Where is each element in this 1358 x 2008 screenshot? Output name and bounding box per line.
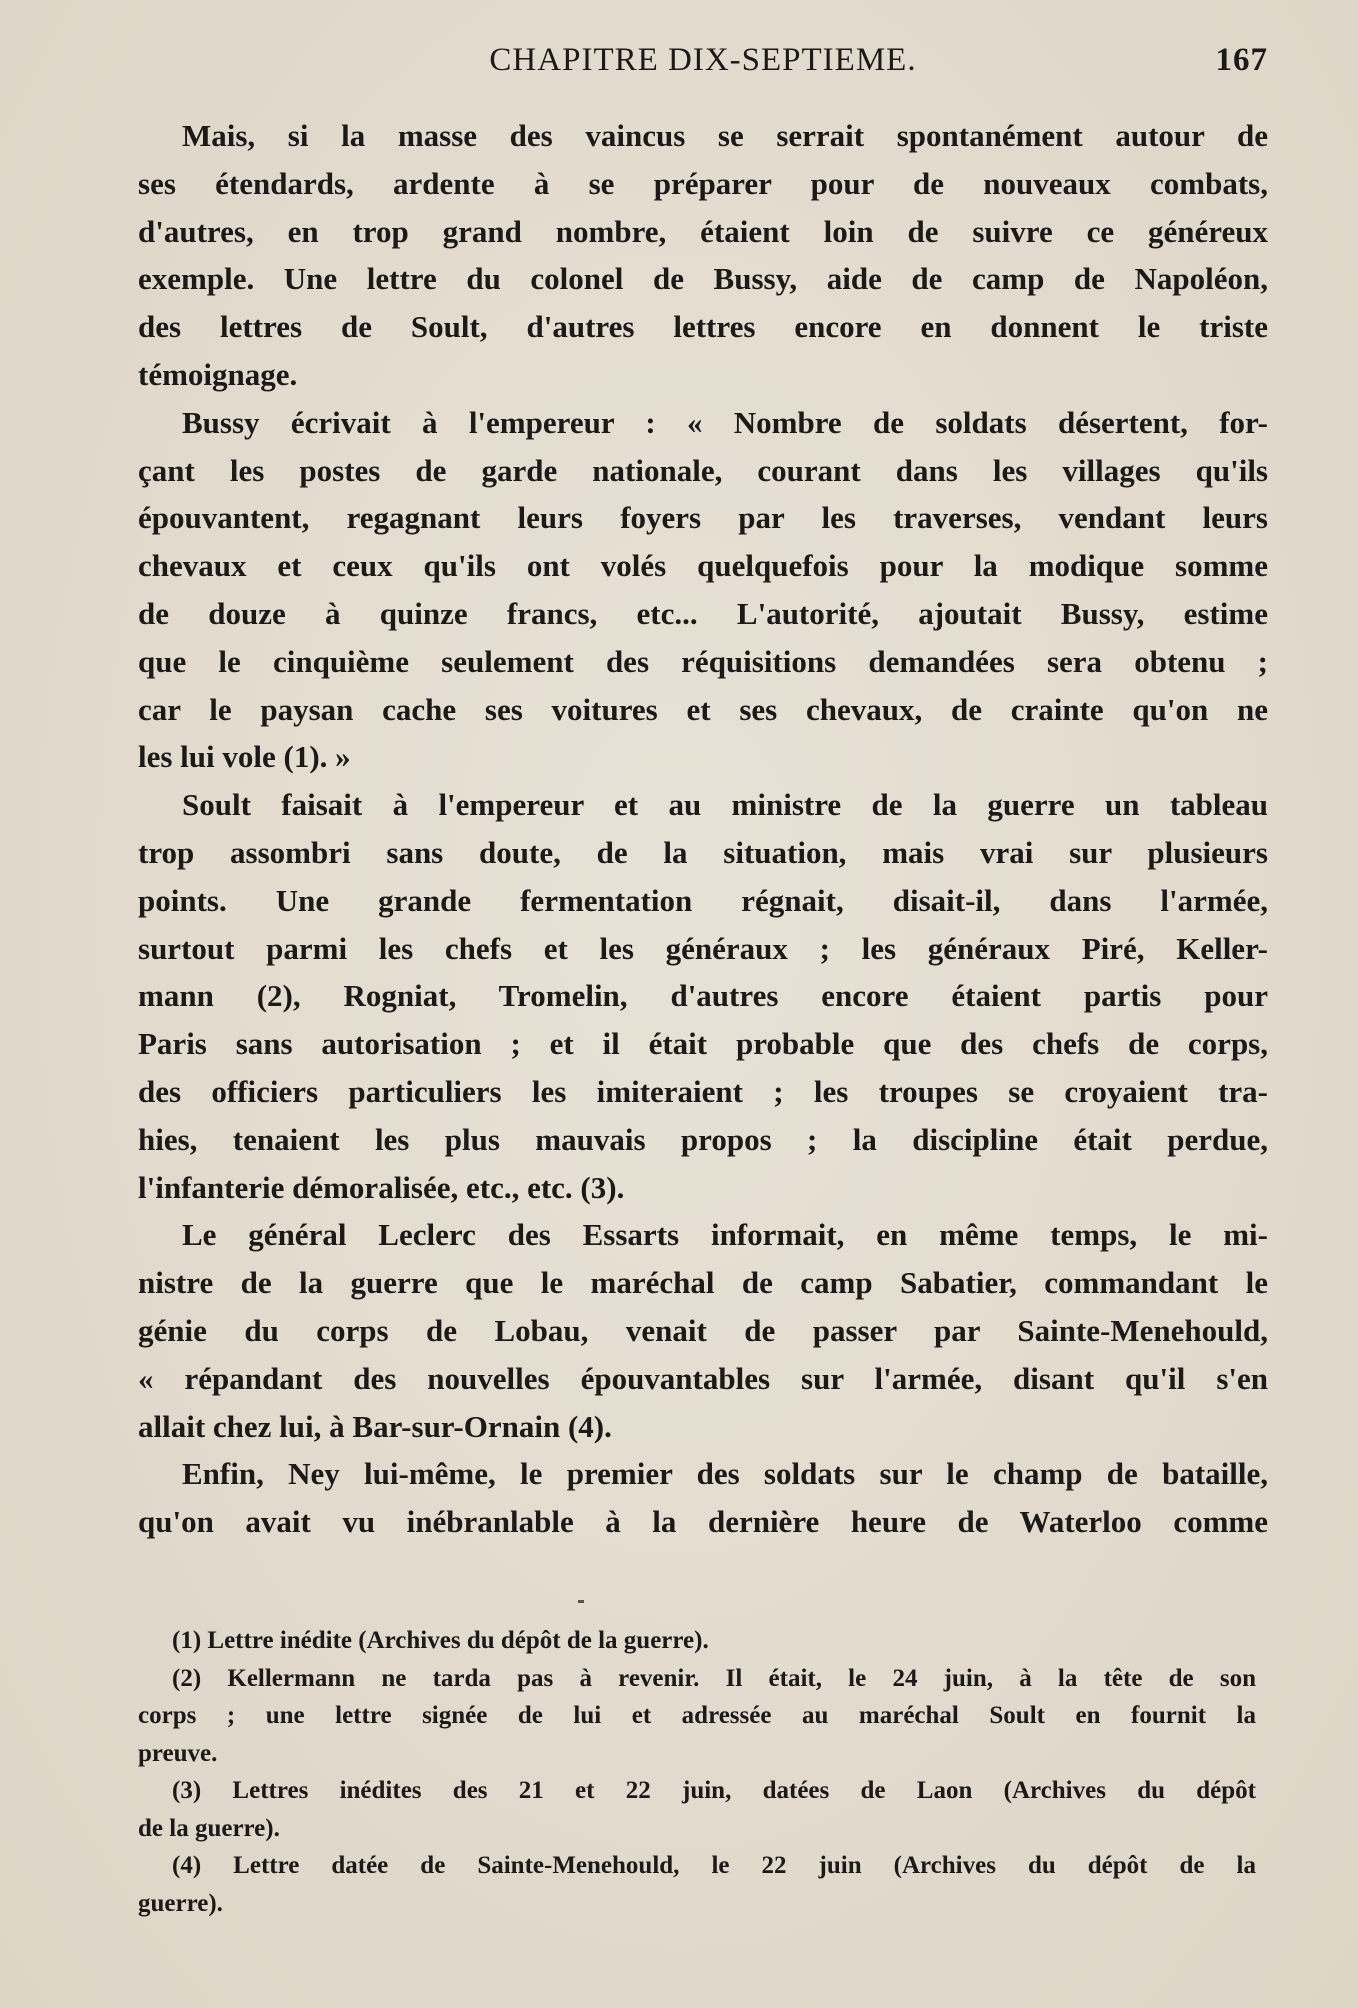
text-line: témoignage. <box>138 356 298 392</box>
chapter-title: CHAPITRE DIX-SEPTIEME. <box>489 42 917 78</box>
text-line: Soult faisait à l'empereur et au ministre de la guerre un tableau <box>182 787 1268 823</box>
text-line: çant les postes de garde nationale, courant dans les villages qu'ils <box>138 452 1268 488</box>
paragraph-line <box>138 1164 1268 1212</box>
text-line: (4) Lettre datée de Sainte-Menehould, le 22 juin (Archives du dépôt de la <box>172 1852 1256 1879</box>
paragraph-line <box>138 303 1268 351</box>
paragraph-line <box>138 112 1268 160</box>
text-line: preuve. <box>138 1739 218 1767</box>
running-header <box>138 42 1268 88</box>
footnotes <box>138 1622 1256 1922</box>
text-line: chevaux et ceux qu'ils ont volés quelquefois pour la modique somme <box>138 548 1268 584</box>
footnote-line <box>138 1772 1256 1810</box>
paragraph-line <box>138 1259 1268 1307</box>
paragraph-line <box>138 733 1268 781</box>
text-line: génie du corps de Lobau, venait de passer par Sainte-Menehould, <box>138 1312 1268 1348</box>
footnote-line <box>138 1847 1256 1885</box>
text-line: Enfin, Ney lui-même, le premier des soldats sur le champ de bataille, <box>182 1456 1268 1492</box>
text-line: de la guerre). <box>138 1814 280 1842</box>
paragraph-line <box>138 1450 1268 1498</box>
text-line: des lettres de Soult, d'autres lettres encore en donnent le triste <box>138 309 1268 345</box>
paragraph-line <box>138 590 1268 638</box>
page-number: 167 <box>1215 42 1268 78</box>
text-line: que le cinquième seulement des réquisitions demandées sera obtenu ; <box>138 643 1268 679</box>
paragraph-line <box>138 1498 1268 1546</box>
paragraph-line <box>138 447 1268 495</box>
text-line: qu'on avait vu inébranlable à la dernière heure de Waterloo comme <box>138 1504 1268 1540</box>
text-line: (1) Lettre inédite (Archives du dépôt de la guerre). <box>172 1627 709 1654</box>
paragraph-line <box>138 925 1268 973</box>
paragraph-line <box>138 1211 1268 1259</box>
paragraph-line <box>138 1403 1268 1451</box>
paragraph-line <box>138 255 1268 303</box>
text-line: guerre). <box>138 1889 223 1917</box>
paragraph-line <box>138 1068 1268 1116</box>
paragraph-line <box>138 1020 1268 1068</box>
text-line: (3) Lettres inédites des 21 et 22 juin, datées de Laon (Archives du dépôt <box>172 1777 1256 1804</box>
text-line: « répandant des nouvelles épouvantables sur l'armée, disant qu'il s'en <box>138 1360 1268 1396</box>
footnote-line <box>138 1735 1256 1773</box>
paragraph-line <box>138 1116 1268 1164</box>
paragraph-line <box>138 399 1268 447</box>
footnote-line <box>138 1885 1256 1923</box>
footnote-line <box>138 1660 1256 1698</box>
footnote-line <box>138 1622 1256 1660</box>
text-line: nistre de la guerre que le maréchal de camp Sabatier, commandant le <box>138 1265 1268 1301</box>
paragraph-line <box>138 1355 1268 1403</box>
paragraph-line <box>138 208 1268 256</box>
paragraph-line <box>138 781 1268 829</box>
footnote-line <box>138 1810 1256 1848</box>
text-line: hies, tenaient les plus mauvais propos ; la discipline était perdue, <box>138 1121 1268 1157</box>
paragraph-line <box>138 494 1268 542</box>
paragraph-line <box>138 829 1268 877</box>
paragraph-line <box>138 638 1268 686</box>
paragraph-line <box>138 1307 1268 1355</box>
text-line: Paris sans autorisation ; et il était probable que des chefs de corps, <box>138 1026 1268 1062</box>
text-line: les lui vole (1). » <box>138 739 351 775</box>
text-line: épouvantent, regagnant leurs foyers par les traverses, vendant leurs <box>138 500 1268 536</box>
text-line: Le général Leclerc des Essarts informait, en même temps, le mi- <box>182 1217 1268 1253</box>
body-text <box>138 112 1268 1546</box>
text-line: des officiers particuliers les imiteraient ; les troupes se croyaient tra- <box>138 1073 1268 1109</box>
text-line: d'autres, en trop grand nombre, étaient loin de suivre ce généreux <box>138 213 1268 249</box>
footnote-separator <box>578 1600 584 1603</box>
text-line: corps ; une lettre signée de lui et adressée au maréchal Soult en fournit la <box>138 1702 1256 1729</box>
text-line: (2) Kellermann ne tarda pas à revenir. Il était, le 24 juin, à la tête de son <box>172 1664 1256 1692</box>
text-line: l'infanterie démoralisée, etc., etc. (3). <box>138 1169 625 1205</box>
text-line: exemple. Une lettre du colonel de Bussy, aide de camp de Napoléon, <box>138 261 1268 297</box>
paragraph-line <box>138 160 1268 208</box>
footnote-line <box>138 1697 1256 1735</box>
text-line: Mais, si la masse des vaincus se serrait spontanément autour de <box>182 118 1268 153</box>
text-line: Bussy écrivait à l'empereur : « Nombre de soldats désertent, for- <box>182 404 1268 440</box>
paragraph-line <box>138 686 1268 734</box>
text-line: surtout parmi les chefs et les généraux ; les généraux Piré, Keller- <box>138 930 1268 966</box>
text-line: de douze à quinze francs, etc... L'autorité, ajoutait Bussy, estime <box>138 595 1268 631</box>
paragraph-line <box>138 351 1268 399</box>
paragraph-line <box>138 542 1268 590</box>
text-line: allait chez lui, à Bar-sur-Ornain (4). <box>138 1408 612 1444</box>
paragraph-line <box>138 877 1268 925</box>
text-line: ses étendards, ardente à se préparer pour de nouveaux combats, <box>138 165 1268 201</box>
text-line: mann (2), Rogniat, Tromelin, d'autres encore étaient partis pour <box>138 978 1268 1014</box>
text-line: points. Une grande fermentation régnait, disait-il, dans l'armée, <box>138 882 1268 918</box>
paragraph-line <box>138 972 1268 1020</box>
text-line: trop assombri sans doute, de la situation, mais vrai sur plusieurs <box>138 834 1268 870</box>
text-line: car le paysan cache ses voitures et ses chevaux, de crainte qu'on ne <box>138 691 1268 727</box>
